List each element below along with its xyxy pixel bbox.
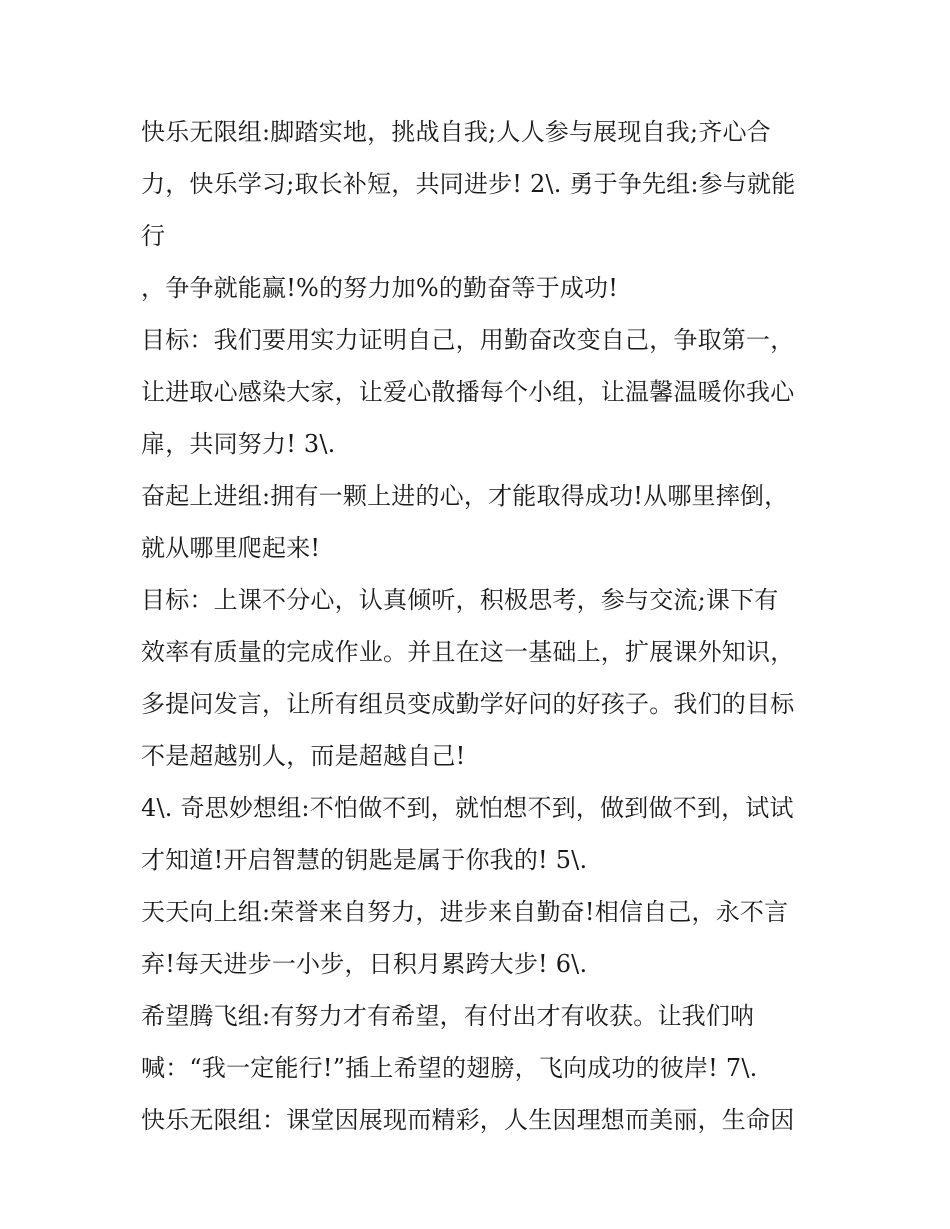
text-line: 力，快乐学习;取长补短，共同进步! 2\. 勇于争先组:参与就能 bbox=[141, 170, 796, 198]
document-body bbox=[141, 106, 821, 1146]
text-line: 喊：“我一定能行!”插上希望的翅膀，飞向成功的彼岸! 7\. bbox=[141, 1054, 758, 1082]
text-line: 目标：上课不分心，认真倾听，积极思考，参与交流;课下有 bbox=[141, 586, 779, 614]
text-line: 弃!每天进步一小步，日积月累跨大步! 6\. bbox=[141, 950, 588, 978]
text-line: 4\. 奇思妙想组:不怕做不到，就怕想不到，做到做不到，试试 bbox=[141, 794, 794, 822]
text-line: 行 bbox=[141, 222, 166, 250]
text-line: 不是超越别人，而是超越自己! bbox=[141, 742, 466, 770]
text-line: 目标：我们要用实力证明自己，用勤奋改变自己，争取第一， bbox=[141, 326, 795, 354]
text-line: 效率有质量的完成作业。并且在这一基础上，扩展课外知识， bbox=[141, 638, 795, 666]
text-line: 天天向上组:荣誉来自努力，进步来自勤奋!相信自己，永不言 bbox=[141, 898, 789, 926]
text-line: 快乐无限组:脚踏实地，挑战自我;人人参与展现自我;齐心合 bbox=[141, 118, 771, 146]
text-line: ，争争就能赢!%的努力加%的勤奋等于成功! bbox=[141, 274, 619, 302]
text-line: 扉，共同努力! 3\. bbox=[141, 430, 336, 458]
text-line: 让进取心感染大家，让爱心散播每个小组，让温馨温暖你我心 bbox=[141, 378, 795, 406]
text-line: 就从哪里爬起来! bbox=[141, 534, 321, 562]
text-line: 才知道!开启智慧的钥匙是属于你我的! 5\. bbox=[141, 846, 588, 874]
text-line: 多提问发言，让所有组员变成勤学好问的好孩子。我们的目标 bbox=[141, 690, 795, 718]
text-line: 快乐无限组：课堂因展现而精彩，人生因理想而美丽，生命因 bbox=[141, 1106, 795, 1134]
text-line: 奋起上进组:拥有一颗上进的心，才能取得成功!从哪里摔倒， bbox=[141, 482, 789, 510]
text-line: 希望腾飞组:有努力才有希望，有付出才有收获。让我们呐 bbox=[141, 1002, 755, 1030]
